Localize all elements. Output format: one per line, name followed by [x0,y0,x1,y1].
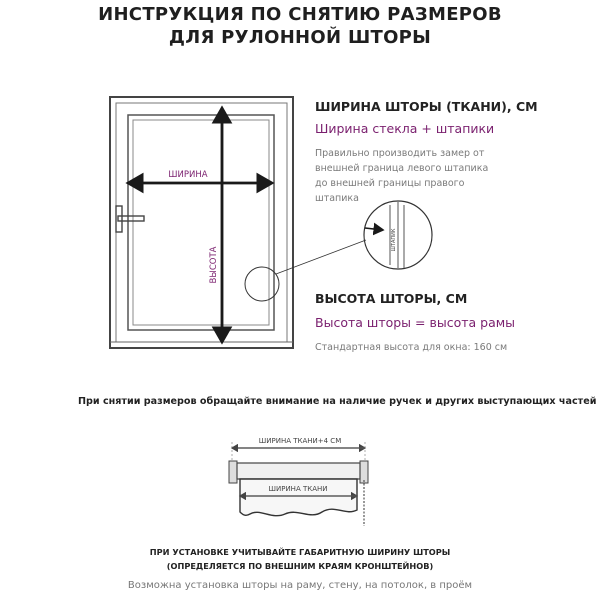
roller-diagram [0,428,600,538]
left-bracket [229,461,237,483]
footer-note: Возможна установка шторы на раму, стену, на потолок, в проём [127,580,473,591]
height-standard: Стандартная высота для окна: 160 см [315,342,508,353]
install-note-line1: ПРИ УСТАНОВКЕ УЧИТЫВАЙТЕ ГАБАРИТНУЮ ШИРИНУ ШТОРЫ [149,547,451,557]
install-note-line2: (ОПРЕДЕЛЯЕТСЯ ПО ВНЕШНИМ КРАЯМ КРОНШТЕЙНОВ) [166,561,434,571]
width-heading: ШИРИНА ШТОРЫ (ТКАНИ), СМ [315,99,538,114]
page-title-line1: ИНСТРУКЦИЯ ПО СНЯТИЮ РАЗМЕРОВ [98,4,502,25]
width-formula: Ширина стекла + штапики [315,121,495,136]
inner-width-label: ШИРИНА ТКАНИ [268,485,328,493]
width-description-line: внешней граница левого штапика [315,163,489,174]
width-description-line: Правильно производить замер от [315,148,485,159]
outer-width-label: ШИРИНА ТКАНИ+4 СМ [258,437,342,445]
width-description [315,146,515,206]
width-description-line: штапика [315,193,359,204]
page-title-line2: ДЛЯ РУЛОННОЙ ШТОРЫ [168,27,432,48]
width-label: ШИРИНА [168,170,208,180]
window-outer-frame [110,97,293,348]
roller-tube [237,463,360,479]
window-handle-icon [116,206,144,232]
handles-note: При снятии размеров обращайте внимание на наличие ручек и других выступающих частей [78,396,597,407]
right-bracket [360,461,368,483]
height-label: ВЫСОТА [209,246,219,284]
height-heading: ВЫСОТА ШТОРЫ, СМ [315,291,468,306]
bead-detail [365,202,404,268]
install-note [0,545,600,573]
bead-label: ШТАПИК [391,228,397,252]
width-description-line: до внешней границы правого [315,178,465,189]
height-formula: Высота шторы = высота рамы [315,315,516,330]
window-inner-frame [116,103,287,342]
